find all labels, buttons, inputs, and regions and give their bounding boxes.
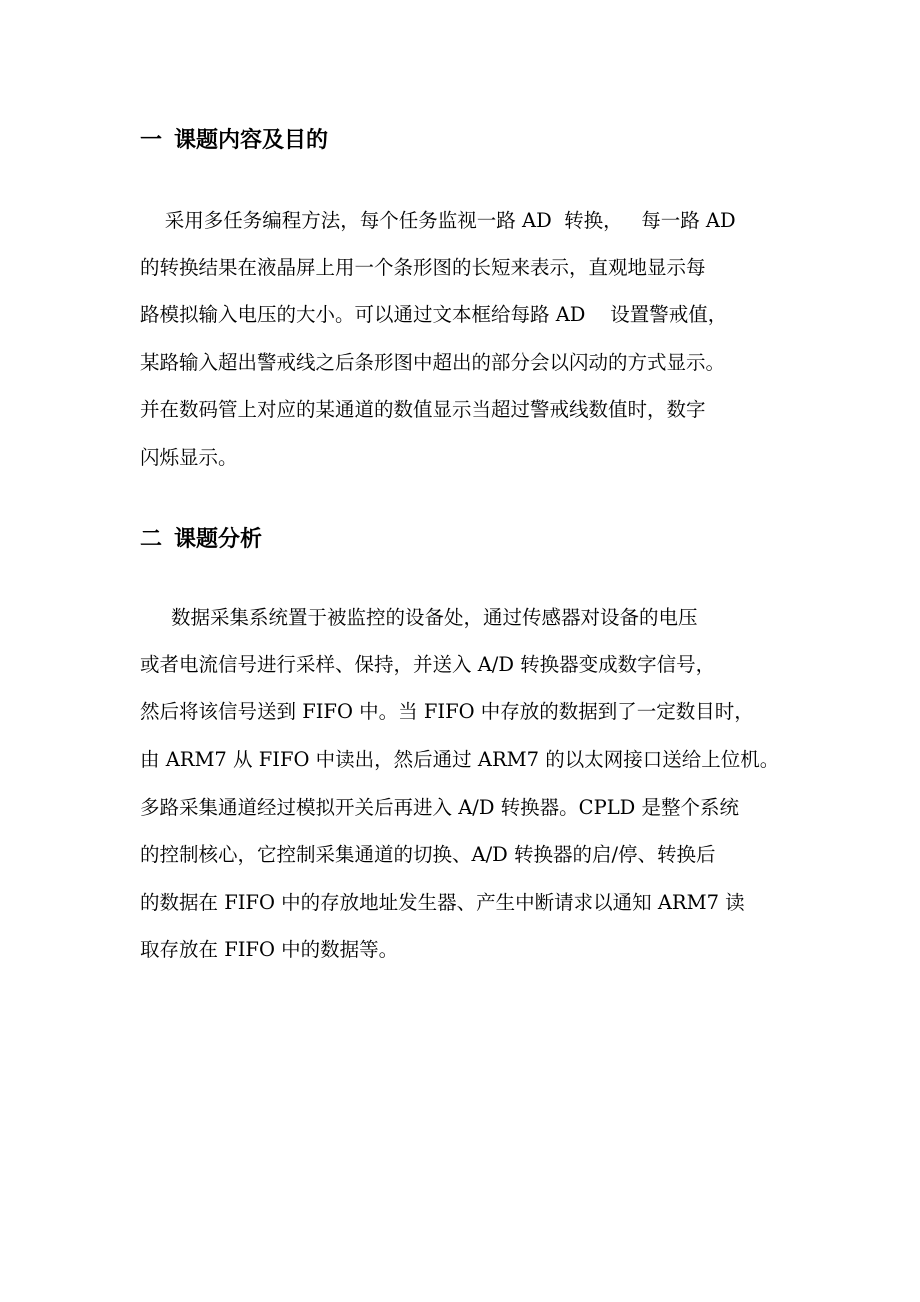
section-2-line-5: 多路采集通道经过模拟开关后再进入 A/D 转换器。CPLD 是整个系统 <box>140 796 740 819</box>
section-1-number: 一 <box>140 128 163 153</box>
section-1-line-5: 并在数码管上对应的某通道的数值显示当超过警戒线数值时，数字 <box>140 398 706 421</box>
section-2-number: 二 <box>140 527 163 552</box>
section-2-line-7: 的数据在 FIFO 中的存放地址发生器、产生中断请求以通知 ARM7 读 <box>140 891 745 914</box>
section-1-line-3: 路模拟输入电压的大小。可以通过文本框给每路 AD 设置警戒值， <box>140 303 728 326</box>
section-1-line-2: 的转换结果在液晶屏上用一个条形图的长短来表示，直观地显示每 <box>140 256 706 279</box>
section-1-title: 课题内容及目的 <box>174 128 329 153</box>
section-2-line-3: 然后将该信号送到 FIFO 中。当 FIFO 中存放的数据到了一定数目时， <box>140 700 754 723</box>
section-2-line-2: 或者电流信号进行采样、保持，并送入 A/D 转换器变成数字信号， <box>140 653 716 676</box>
section-2-line-4: 由 ARM7 从 FIFO 中读出，然后通过 ARM7 的以太网接口送给上位机。 <box>140 748 780 771</box>
section-1-line-6: 闪烁显示。 <box>140 446 238 469</box>
section-1-line-1: 采用多任务编程方法，每个任务监视一路 AD 转换， 每一路 AD <box>140 209 736 232</box>
section-2-title: 课题分析 <box>174 527 263 552</box>
section-2-line-8: 取存放在 FIFO 中的数据等。 <box>140 938 399 961</box>
section-2-line-6: 的控制核心，它控制采集通道的切换、A/D 转换器的启/停、转换后 <box>140 843 716 866</box>
section-1-heading <box>140 126 328 156</box>
section-2-heading <box>140 525 262 555</box>
section-2-line-1: 数据采集系统置于被监控的设备处，通过传感器对设备的电压 <box>140 606 698 629</box>
section-1-line-4: 某路输入超出警戒线之后条形图中超出的部分会以闪动的方式显示。 <box>140 351 726 374</box>
